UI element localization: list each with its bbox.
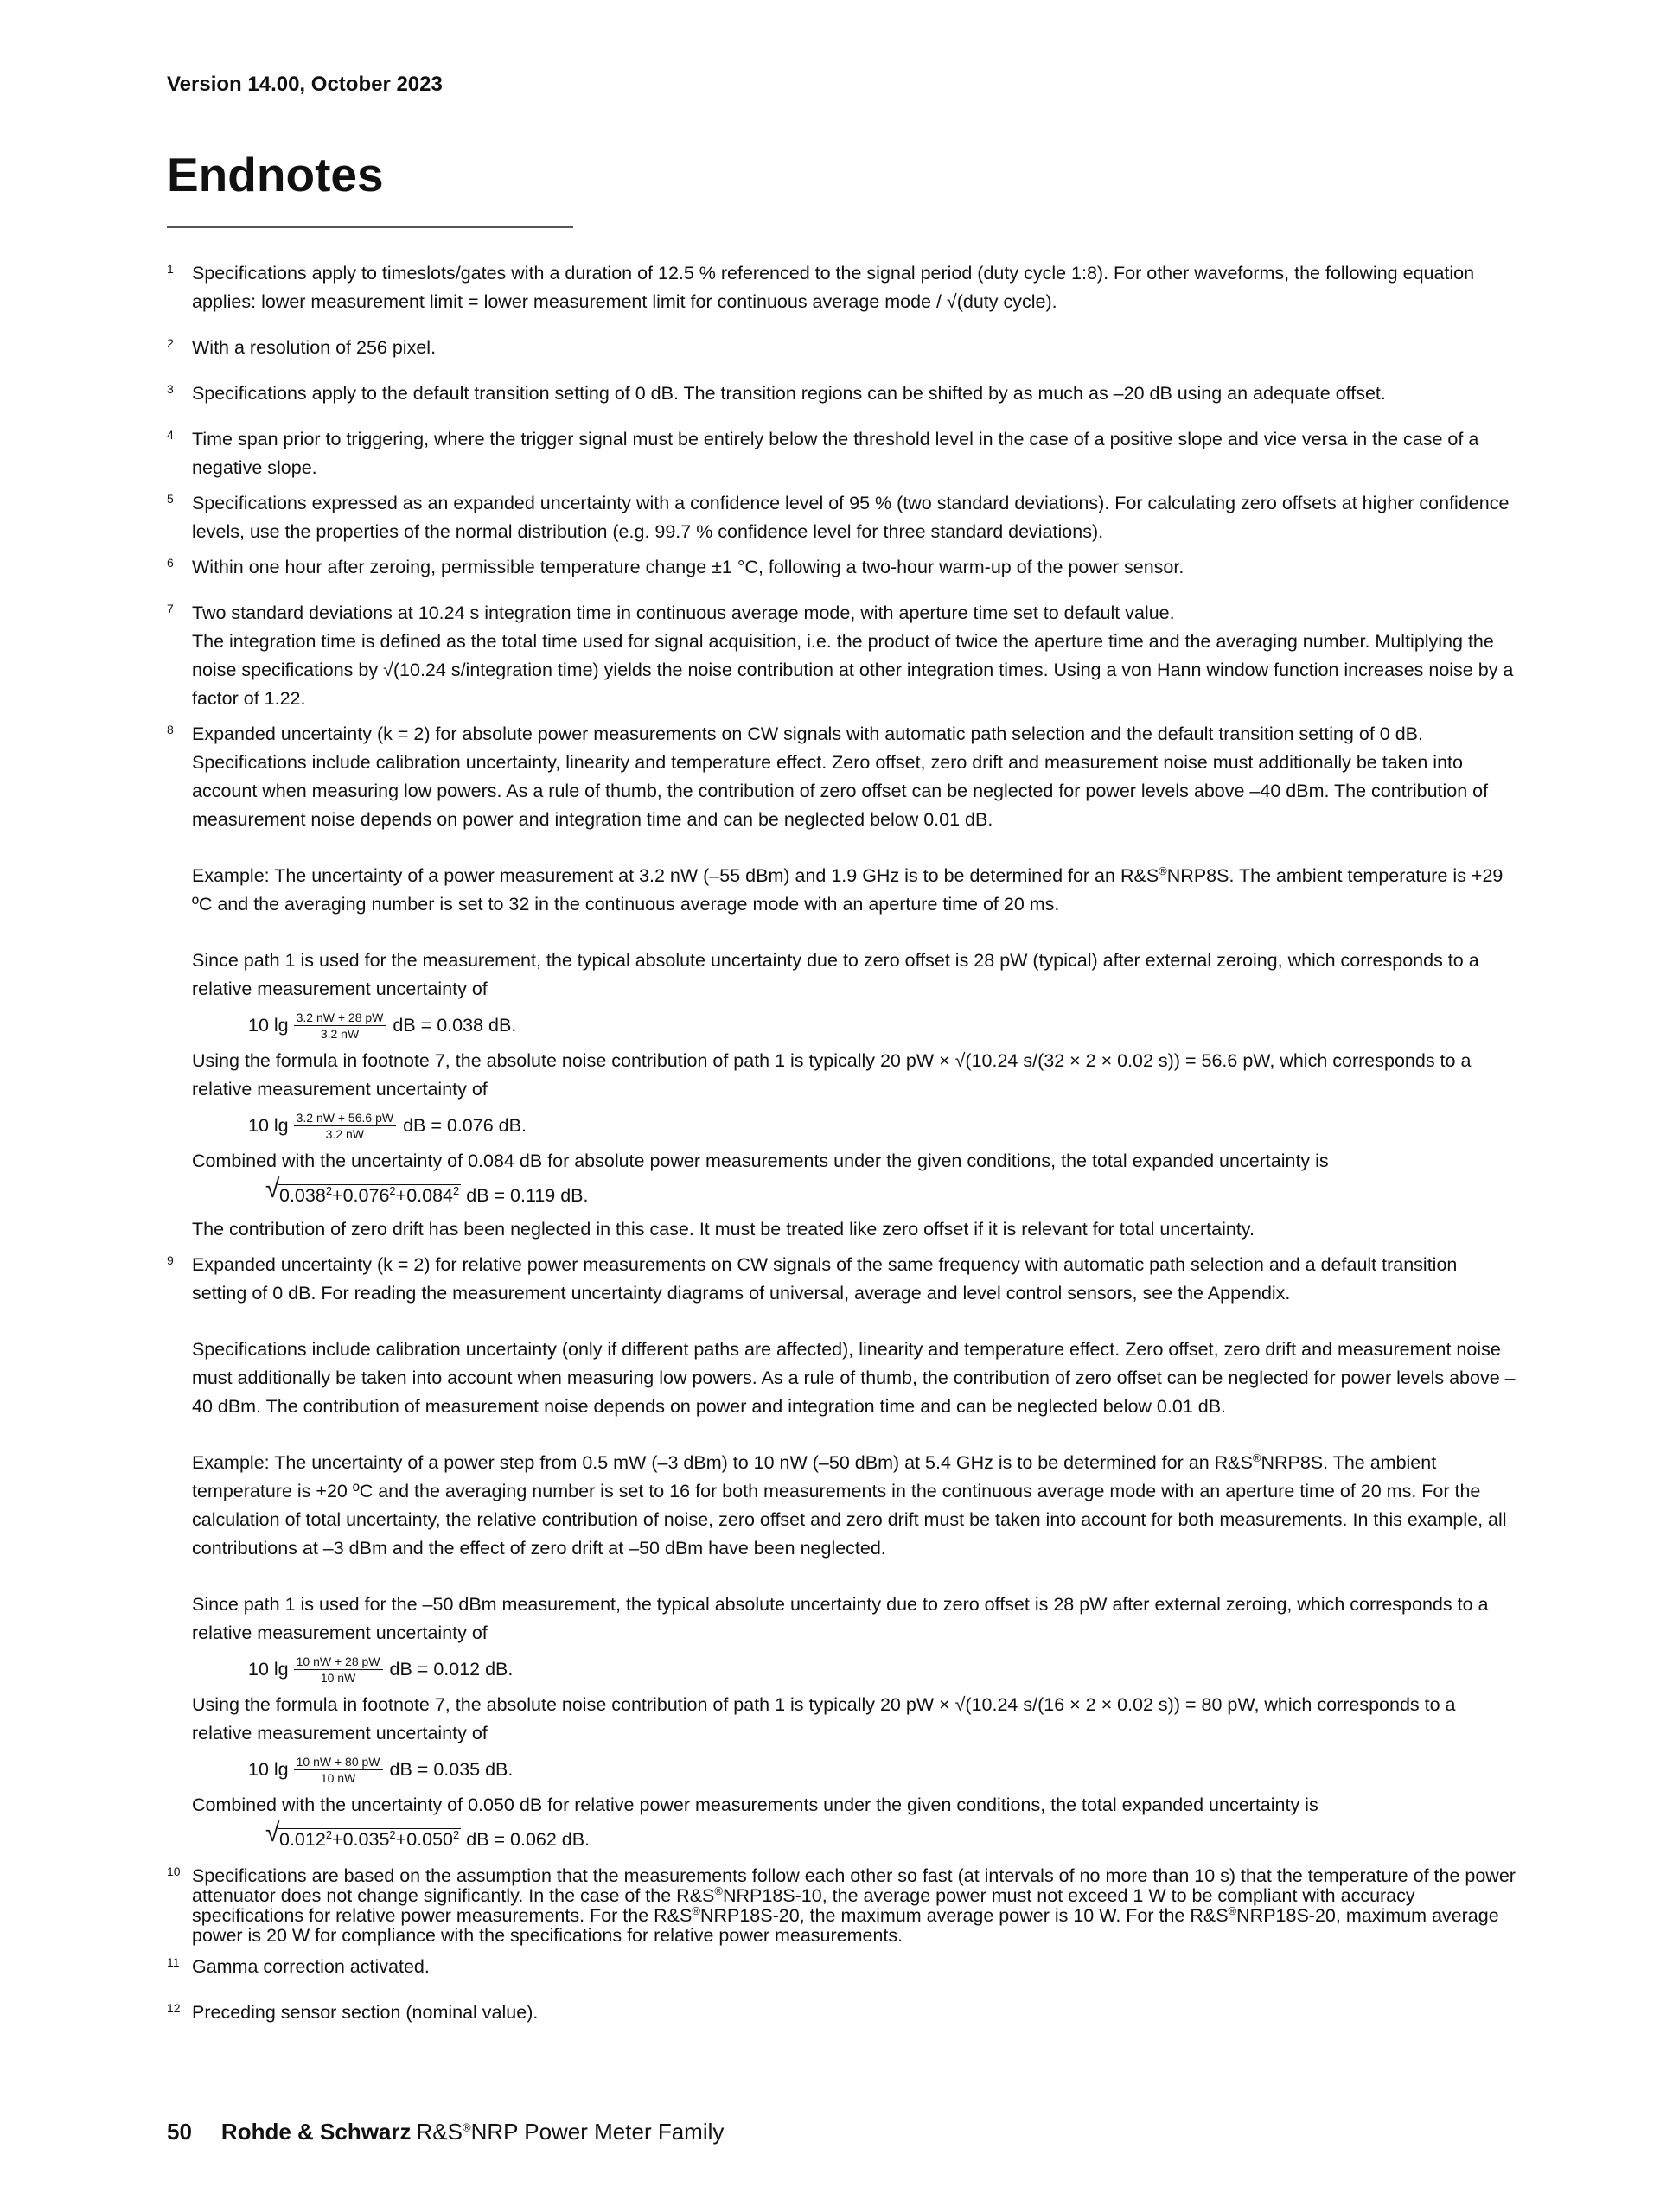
endnote-7 — [167, 599, 1516, 713]
fraction-denominator: 10 nW — [320, 1770, 356, 1785]
endnote-3 — [167, 379, 1516, 408]
endnote-number: 12 — [167, 2001, 181, 2015]
endnote-number: 1 — [167, 262, 174, 276]
endnote-text: Using the formula in footnote 7, the absolute noise contribution of path 1 is typically 20 pW × √(10.24 s/(32 × 2 × 0.02 s)) = 56.6 pW, which corresponds to a relative measurement uncertainty of — [192, 1050, 1472, 1100]
endnote-2 — [167, 334, 1516, 362]
endnote-8 — [167, 720, 1516, 1244]
endnote-text: Time span prior to triggering, where the trigger signal must be entirely below the threshold level in the case of a positive slope and vice versa in the case of a negative slope. — [192, 429, 1479, 478]
page-number: 50 — [167, 2119, 192, 2145]
equation-fraction — [294, 1755, 383, 1785]
fraction-numerator: 3.2 nW + 28 pW — [294, 1010, 386, 1026]
endnote-number: 8 — [167, 723, 174, 736]
endnote-1 — [167, 259, 1516, 316]
page-footer — [167, 2119, 724, 2145]
endnote-text: Within one hour after zeroing, permissible temperature change ±1 °C, following a two-hour warm-up of the power sensor. — [192, 557, 1184, 577]
endnote-text: Since path 1 is used for the measurement, the typical absolute uncertainty due to zero offset is 28 pW (typical) after external zeroing, which corresponds to a relative measurement uncertainty of — [192, 950, 1479, 999]
equation-total-uncertainty — [265, 1820, 1516, 1859]
version-header: Version 14.00, October 2023 — [167, 73, 443, 96]
product-name: R&S®NRP Power Meter Family — [416, 2119, 725, 2145]
square-root: √ $0.038^2+0.076^2+0.084^2$ — [265, 1174, 460, 1206]
endnote-12 — [167, 1998, 1516, 2027]
endnote-text: Specifications are based on the assumption that the measurements follow each other so fast (at intervals of no more than 10 s) that the temperature of the power attenuator does not change significantly. In the case of the R&S®NRP18S-10, the average power must not exceed 1 W to be compliant with accuracy specifications for relative power measurements. For the R&S®NRP18S-20, the maximum average power is 10 W. For the R&S®NRP18S-20, maximum average power is 20 W for compliance with the specifications for relative power measurements. — [192, 1865, 1516, 1946]
endnote-text: Since path 1 is used for the –50 dBm measurement, the typical absolute uncertainty due to zero offset is 28 pW after external zeroing, which corresponds to a relative measurement uncertainty of — [192, 1594, 1489, 1643]
endnote-number: 6 — [167, 556, 174, 570]
fraction-numerator: 10 nW + 80 pW — [294, 1755, 383, 1770]
endnote-text: Using the formula in footnote 7, the absolute noise contribution of path 1 is typically 20 pW × √(10.24 s/(16 × 2 × 0.02 s)) = 80 pW, which corresponds to a relative measurement uncertainty of — [192, 1694, 1456, 1743]
endnote-number: 9 — [167, 1253, 174, 1267]
equation-fraction — [294, 1654, 383, 1685]
equation-fraction — [294, 1010, 386, 1041]
equation-result: dB = 0.012 dB. — [389, 1658, 514, 1680]
endnote-text: Specifications apply to the default transition setting of 0 dB. The transition regions can be shifted by as much as –20 dB using an adequate offset. — [192, 383, 1386, 404]
fraction-denominator: 3.2 nW — [325, 1126, 365, 1141]
endnote-number: 11 — [167, 1955, 180, 1969]
equation-noise — [248, 1748, 1516, 1791]
page-title: Endnotes — [167, 148, 384, 201]
equation-noise — [248, 1104, 1516, 1147]
fraction-denominator: 10 nW — [320, 1670, 356, 1685]
endnote-text: Preceding sensor section (nominal value). — [192, 2002, 539, 2023]
endnote-text: Gamma correction activated. — [192, 1956, 430, 1977]
endnote-5 — [167, 489, 1516, 546]
endnote-number: 10 — [167, 1865, 181, 1878]
equation-zero-offset — [248, 1004, 1516, 1047]
endnote-number: 7 — [167, 602, 174, 615]
endnote-number: 2 — [167, 336, 174, 350]
endnote-text: Specifications include calibration uncertainty (only if different paths are affected), linearity and temperature effect. Zero offset, zero drift and measurement noise must additionally be taken into account when measuring low powers. As a rule of thumb, the contribution of zero offset can be neglected for power levels above –40 dBm. The contribution of measurement noise depends on power and integration time and can be neglected below 0.01 dB. — [192, 1339, 1516, 1417]
endnote-number: 3 — [167, 382, 174, 396]
endnote-11 — [167, 1953, 1516, 1981]
endnote-example: Example: The uncertainty of a power measurement at 3.2 nW (–55 dBm) and 1.9 GHz is to be determined for an R&S®NRP8S. The ambient temperature is +29 ºC and the averaging number is set to 32 in the continuous average mode with an aperture time of 20 ms. — [192, 864, 1504, 915]
endnotes-list — [167, 259, 1516, 2044]
equation-lg: 10 lg — [248, 1758, 289, 1780]
fraction-denominator: 3.2 nW — [320, 1026, 360, 1041]
endnote-text: The contribution of zero drift has been neglected in this case. It must be treated like zero offset if it is relevant for total uncertainty. — [192, 1219, 1255, 1240]
endnote-4 — [167, 425, 1516, 482]
endnote-text: Two standard deviations at 10.24 s integration time in continuous average mode, with aperture time set to default value. — [192, 602, 1175, 623]
equation-lg: 10 lg — [248, 1658, 289, 1680]
equation-total-uncertainty — [265, 1176, 1516, 1215]
fraction-numerator: 10 nW + 28 pW — [294, 1654, 383, 1670]
endnote-6 — [167, 553, 1516, 582]
company-name: Rohde & Schwarz — [220, 2119, 412, 2145]
equation-result: dB = 0.119 dB. — [466, 1184, 589, 1206]
endnote-text: Expanded uncertainty (k = 2) for absolute power measurements on CW signals with automatic path selection and the default transition setting of 0 dB. Specifications include calibration uncertainty, linearity and temperature effect. Zero offset, zero drift and measurement noise must additionally be taken into account when measuring low powers. As a rule of thumb, the contribution of zero offset can be neglected for power levels above –40 dBm. The contribution of measurement noise depends on power and integration time and can be neglected below 0.01 dB. — [192, 724, 1489, 830]
equation-fraction — [294, 1111, 396, 1141]
equation-lg: 10 lg — [248, 1014, 289, 1036]
equation-zero-offset — [248, 1648, 1516, 1691]
endnote-text: Combined with the uncertainty of 0.084 dB for absolute power measurements under the given conditions, the total expanded uncertainty is — [192, 1151, 1329, 1171]
title-divider — [167, 226, 573, 228]
endnote-text: Expanded uncertainty (k = 2) for relative power measurements on CW signals of the same frequency with automatic path selection and a default transition setting of 0 dB. For reading the measurement uncertainty diagrams of universal, average and level control sensors, see the Appendix. — [192, 1254, 1458, 1304]
endnote-text: Combined with the uncertainty of 0.050 dB for relative power measurements under the given conditions, the total expanded uncertainty is — [192, 1794, 1318, 1815]
endnote-text: Specifications expressed as an expanded uncertainty with a confidence level of 95 % (two standard deviations). For calculating zero offsets at higher confidence levels, use the properties of the normal distribution (e.g. 99.7 % confidence level for three standard deviations). — [192, 493, 1510, 542]
endnote-text: With a resolution of 256 pixel. — [192, 337, 437, 358]
equation-result: dB = 0.038 dB. — [393, 1014, 517, 1036]
endnote-number: 5 — [167, 492, 174, 506]
equation-result: dB = 0.035 dB. — [389, 1758, 514, 1780]
fraction-numerator: 3.2 nW + 56.6 pW — [294, 1111, 396, 1126]
endnote-text: Specifications apply to timeslots/gates with a duration of 12.5 % referenced to the signal period (duty cycle 1:8). For other waveforms, the following equation applies: lower measurement limit = lower measurement limit for continuous average mode / √(duty cycle). — [192, 263, 1475, 312]
equation-lg: 10 lg — [248, 1114, 289, 1136]
equation-result: dB = 0.076 dB. — [403, 1114, 527, 1136]
endnote-10 — [167, 1866, 1516, 1946]
registered-mark: ® — [1159, 864, 1167, 877]
endnote-text: The integration time is defined as the total time used for signal acquisition, i.e. the product of twice the aperture time and the averaging number. Multiplying the noise specifications by √(10.24 s/integration time) yields the noise contribution at other integration times. Using a von Hann window function increases noise by a factor of 1.22. — [192, 631, 1514, 709]
equation-result: dB = 0.062 dB. — [466, 1828, 591, 1850]
registered-mark: ® — [1252, 1450, 1261, 1464]
square-root: √ $0.012^2+0.035^2+0.050^2$ — [265, 1818, 460, 1850]
endnote-number: 4 — [167, 428, 174, 442]
endnote-example: Example: The uncertainty of a power step from 0.5 mW (–3 dBm) to 10 nW (–50 dBm) at 5.4 GHz is to be determined for an R&S®NRP8S. The ambient temperature is +20 ºC and the averaging number is set to 16 for both measurements in the continuous average mode with an aperture time of 20 ms. For the calculation of total uncertainty, the relative contribution of noise, zero offset and zero drift must be taken into account for both measurements. In this example, all contributions at –3 dBm and the effect of zero drift at –50 dBm have been neglected. — [192, 1450, 1507, 1559]
endnote-9 — [167, 1251, 1516, 1859]
